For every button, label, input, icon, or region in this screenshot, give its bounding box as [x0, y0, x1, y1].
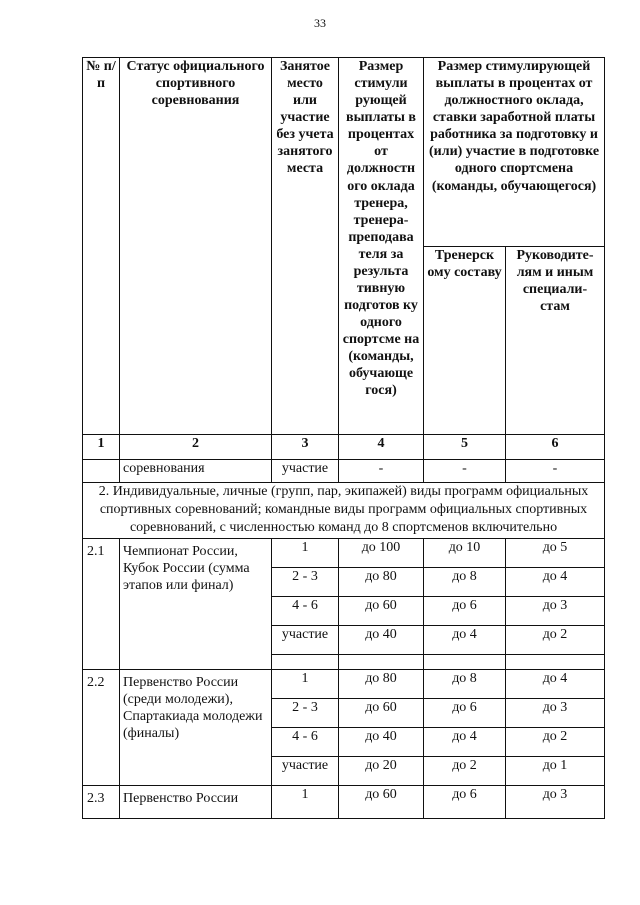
- item-number: 2.2: [83, 669, 120, 785]
- staff-percent-cell: до 10: [424, 538, 506, 567]
- place-cell: участие: [272, 460, 339, 483]
- bonus-table: [82, 57, 605, 819]
- staff-percent-cell: до 8: [424, 669, 506, 698]
- manager-percent-cell: до 5: [506, 538, 605, 567]
- manager-percent-cell: до 1: [506, 756, 605, 785]
- table-row: [83, 669, 605, 698]
- page-number: 33: [314, 16, 326, 30]
- staff-percent-cell: до 4: [424, 625, 506, 654]
- manager-percent-cell: до 4: [506, 669, 605, 698]
- coach-percent-cell: до 80: [339, 669, 424, 698]
- column-number-row: [83, 435, 605, 460]
- header-coaching-staff: Тренерск ому составу: [424, 247, 506, 435]
- competition-name: Первенство России: [120, 785, 272, 818]
- coach-percent-cell: до 60: [339, 698, 424, 727]
- section-title: 2. Индивидуальные, личные (групп, пар, экипажей) виды программ официальных спортивных соревнований; командные виды программ официальных спортивных соревнований, с численностью команд до 8 спортсменов включительно: [83, 483, 605, 539]
- staff-percent-cell: до 6: [424, 785, 506, 818]
- place-cell: участие: [272, 756, 339, 785]
- table-row: [83, 785, 605, 818]
- competition-name: Первенство России (среди молодежи), Спартакиада молодежи (финалы): [120, 669, 272, 785]
- manager-percent-cell: до 2: [506, 727, 605, 756]
- staff-percent-cell: до 6: [424, 596, 506, 625]
- item-number: 2.3: [83, 785, 120, 818]
- place-cell: 1: [272, 538, 339, 567]
- column-number: 5: [424, 435, 506, 460]
- manager-percent-cell: -: [506, 460, 605, 483]
- column-number: 6: [506, 435, 605, 460]
- column-number: 1: [83, 435, 120, 460]
- competition-name: Чемпионат России, Кубок России (сумма этапов или финал): [120, 538, 272, 669]
- item-number: 2.1: [83, 538, 120, 669]
- place-cell: 2 - 3: [272, 698, 339, 727]
- staff-percent-cell: до 8: [424, 567, 506, 596]
- section-row: [83, 483, 605, 539]
- header-row: [83, 58, 605, 247]
- place-cell: 4 - 6: [272, 596, 339, 625]
- place-cell: 4 - 6: [272, 727, 339, 756]
- staff-percent-cell: до 4: [424, 727, 506, 756]
- coach-percent-cell: до 80: [339, 567, 424, 596]
- coach-percent-cell: до 20: [339, 756, 424, 785]
- coach-percent-cell: до 60: [339, 596, 424, 625]
- header-coach-percent: Размер стимули рующей выплаты в процентах от должностн ого оклада тренера, тренера-преподава теля за результа тивную подготов ку одного спортсме на (команды, обучающе гося): [339, 58, 424, 435]
- header-staff-percent: Размер стимулирующей выплаты в процентах от должностного оклада, ставки заработной платы работника за подготовку и (или) участие в подготовке одного спортсмена (команды, обучающегося): [424, 58, 605, 247]
- manager-percent-cell: до 3: [506, 785, 605, 818]
- coach-percent-cell: до 60: [339, 785, 424, 818]
- manager-percent-cell: до 4: [506, 567, 605, 596]
- manager-percent-cell: до 2: [506, 625, 605, 654]
- manager-percent-cell: до 3: [506, 596, 605, 625]
- coach-percent-cell: до 40: [339, 625, 424, 654]
- place-cell: 1: [272, 785, 339, 818]
- coach-percent-cell: до 100: [339, 538, 424, 567]
- coach-percent-cell: -: [339, 460, 424, 483]
- place-cell: 2 - 3: [272, 567, 339, 596]
- staff-percent-cell: до 2: [424, 756, 506, 785]
- competition-name: соревнования: [120, 460, 272, 483]
- column-number: 2: [120, 435, 272, 460]
- header-place: Занятое место или участие без учета занятого места: [272, 58, 339, 435]
- staff-percent-cell: до 6: [424, 698, 506, 727]
- column-number: 4: [339, 435, 424, 460]
- coach-percent-cell: до 40: [339, 727, 424, 756]
- table-row: [83, 460, 605, 483]
- staff-percent-cell: -: [424, 460, 506, 483]
- place-cell: 1: [272, 669, 339, 698]
- column-number: 3: [272, 435, 339, 460]
- place-cell: участие: [272, 625, 339, 654]
- header-number: № п/п: [83, 58, 120, 435]
- header-managers: Руководите-лям и иным специали-стам: [506, 247, 605, 435]
- header-status: Статус официального спортивного соревнования: [120, 58, 272, 435]
- table-row: [83, 538, 605, 567]
- manager-percent-cell: до 3: [506, 698, 605, 727]
